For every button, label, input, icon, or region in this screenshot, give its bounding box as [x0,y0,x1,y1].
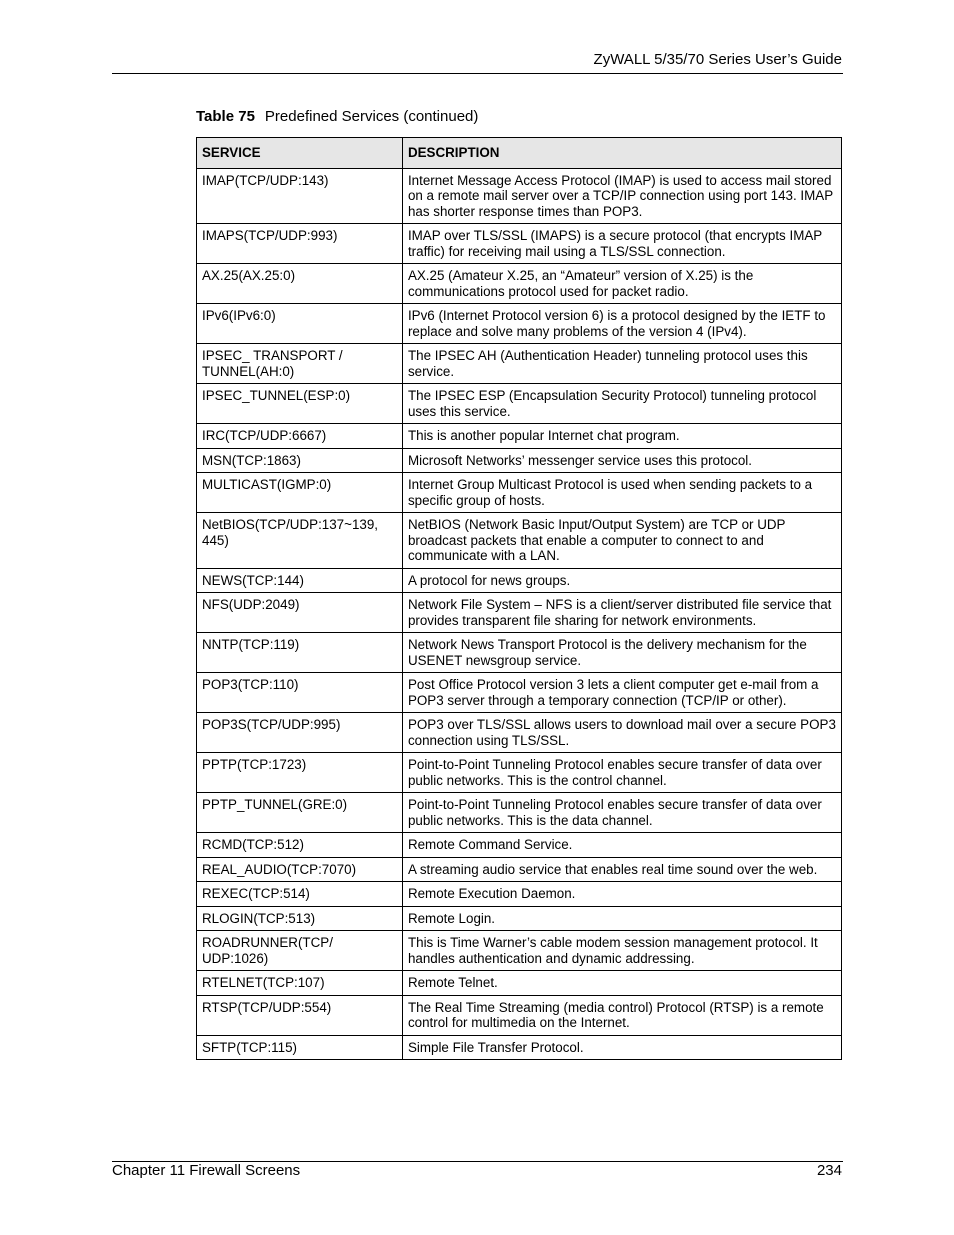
description-cell: Point-to-Point Tunneling Protocol enables secure transfer of data over public networks. This is the data channel. [402,793,841,833]
description-cell: Network File System – NFS is a client/server distributed file service that provides transparent file sharing for network environments. [402,593,841,633]
header-divider [112,73,843,74]
table-row [197,264,842,304]
service-cell: IPv6(IPv6:0) [197,304,403,344]
service-cell: ROADRUNNER(TCP/ UDP:1026) [197,931,403,971]
table-row [197,568,842,593]
table-row [197,793,842,833]
description-cell: This is Time Warner’s cable modem session management protocol. It handles authentication and dynamic addressing. [402,931,841,971]
service-cell: MSN(TCP:1863) [197,448,403,473]
description-cell: A streaming audio service that enables real time sound over the web. [402,857,841,882]
description-cell: The Real Time Streaming (media control) Protocol (RTSP) is a remote control for multimedia on the Internet. [402,995,841,1035]
table-row [197,168,842,224]
table-row [197,833,842,858]
table-row [197,513,842,569]
service-cell: PPTP_TUNNEL(GRE:0) [197,793,403,833]
description-cell: IPv6 (Internet Protocol version 6) is a protocol designed by the IETF to replace and solve many problems of the version 4 (IPv4). [402,304,841,344]
table-row [197,971,842,996]
description-cell: Microsoft Networks’ messenger service uses this protocol. [402,448,841,473]
service-cell: RTELNET(TCP:107) [197,971,403,996]
description-cell: A protocol for news groups. [402,568,841,593]
column-header-description: DESCRIPTION [402,138,841,169]
table-row [197,473,842,513]
table-row [197,384,842,424]
table-row [197,224,842,264]
description-cell: IMAP over TLS/SSL (IMAPS) is a secure protocol (that encrypts IMAP traffic) for receiving mail using a TLS/SSL connection. [402,224,841,264]
description-cell: Post Office Protocol version 3 lets a client computer get e-mail from a POP3 server through a temporary connection (TCP/IP or other). [402,673,841,713]
description-cell: Network News Transport Protocol is the delivery mechanism for the USENET newsgroup service. [402,633,841,673]
footer-chapter: Chapter 11 Firewall Screens [112,1162,301,1179]
service-cell: NEWS(TCP:144) [197,568,403,593]
predefined-services-table [196,137,842,1060]
description-cell: Internet Group Multicast Protocol is used when sending packets to a specific group of hosts. [402,473,841,513]
description-cell: Remote Telnet. [402,971,841,996]
service-cell: SFTP(TCP:115) [197,1035,403,1060]
table-caption-label: Table 75 [196,108,255,125]
table-row [197,995,842,1035]
description-cell: Remote Command Service. [402,833,841,858]
service-cell: IRC(TCP/UDP:6667) [197,424,403,449]
table-body [197,168,842,1060]
service-cell: RTSP(TCP/UDP:554) [197,995,403,1035]
service-cell: REAL_AUDIO(TCP:7070) [197,857,403,882]
service-cell: RLOGIN(TCP:513) [197,906,403,931]
table-row [197,344,842,384]
table-row [197,633,842,673]
service-cell: NNTP(TCP:119) [197,633,403,673]
table-row [197,1035,842,1060]
description-cell: Simple File Transfer Protocol. [402,1035,841,1060]
description-cell: POP3 over TLS/SSL allows users to download mail over a secure POP3 connection using TLS/SSL. [402,713,841,753]
description-cell: Point-to-Point Tunneling Protocol enables secure transfer of data over public networks. This is the control channel. [402,753,841,793]
service-cell: POP3(TCP:110) [197,673,403,713]
service-cell: IPSEC_ TRANSPORT / TUNNEL(AH:0) [197,344,403,384]
description-cell: AX.25 (Amateur X.25, an “Amateur” version of X.25) is the communications protocol used for packet radio. [402,264,841,304]
service-cell: NetBIOS(TCP/UDP:137~139, 445) [197,513,403,569]
table-row [197,857,842,882]
description-cell: The IPSEC AH (Authentication Header) tunneling protocol uses this service. [402,344,841,384]
table-row [197,673,842,713]
table-row [197,424,842,449]
service-cell: NFS(UDP:2049) [197,593,403,633]
service-cell: IPSEC_TUNNEL(ESP:0) [197,384,403,424]
description-cell: Remote Login. [402,906,841,931]
description-cell: Internet Message Access Protocol (IMAP) is used to access mail stored on a remote mail server over a TCP/IP connection using port 143. IMAP has shorter response times than POP3. [402,168,841,224]
table-caption-text: Predefined Services (continued) [264,108,479,125]
service-cell: IMAP(TCP/UDP:143) [197,168,403,224]
table-row [197,304,842,344]
service-cell: MULTICAST(IGMP:0) [197,473,403,513]
table-caption [196,108,478,125]
footer-page-number: 234 [816,1162,842,1179]
service-cell: REXEC(TCP:514) [197,882,403,907]
table-row [197,882,842,907]
table-row [197,753,842,793]
table-row [197,593,842,633]
description-cell: NetBIOS (Network Basic Input/Output System) are TCP or UDP broadcast packets that enable a computer to connect to and communicate with a LAN. [402,513,841,569]
table-header-row [197,138,842,169]
description-cell: The IPSEC ESP (Encapsulation Security Protocol) tunneling protocol uses this service. [402,384,841,424]
description-cell: Remote Execution Daemon. [402,882,841,907]
running-header-title: ZyWALL 5/35/70 Series User’s Guide [593,51,842,68]
service-cell: POP3S(TCP/UDP:995) [197,713,403,753]
service-cell: PPTP(TCP:1723) [197,753,403,793]
service-cell: AX.25(AX.25:0) [197,264,403,304]
column-header-service: SERVICE [197,138,403,169]
description-cell: This is another popular Internet chat program. [402,424,841,449]
table-row [197,448,842,473]
table-row [197,931,842,971]
table-row [197,906,842,931]
service-cell: IMAPS(TCP/UDP:993) [197,224,403,264]
service-cell: RCMD(TCP:512) [197,833,403,858]
table-row [197,713,842,753]
